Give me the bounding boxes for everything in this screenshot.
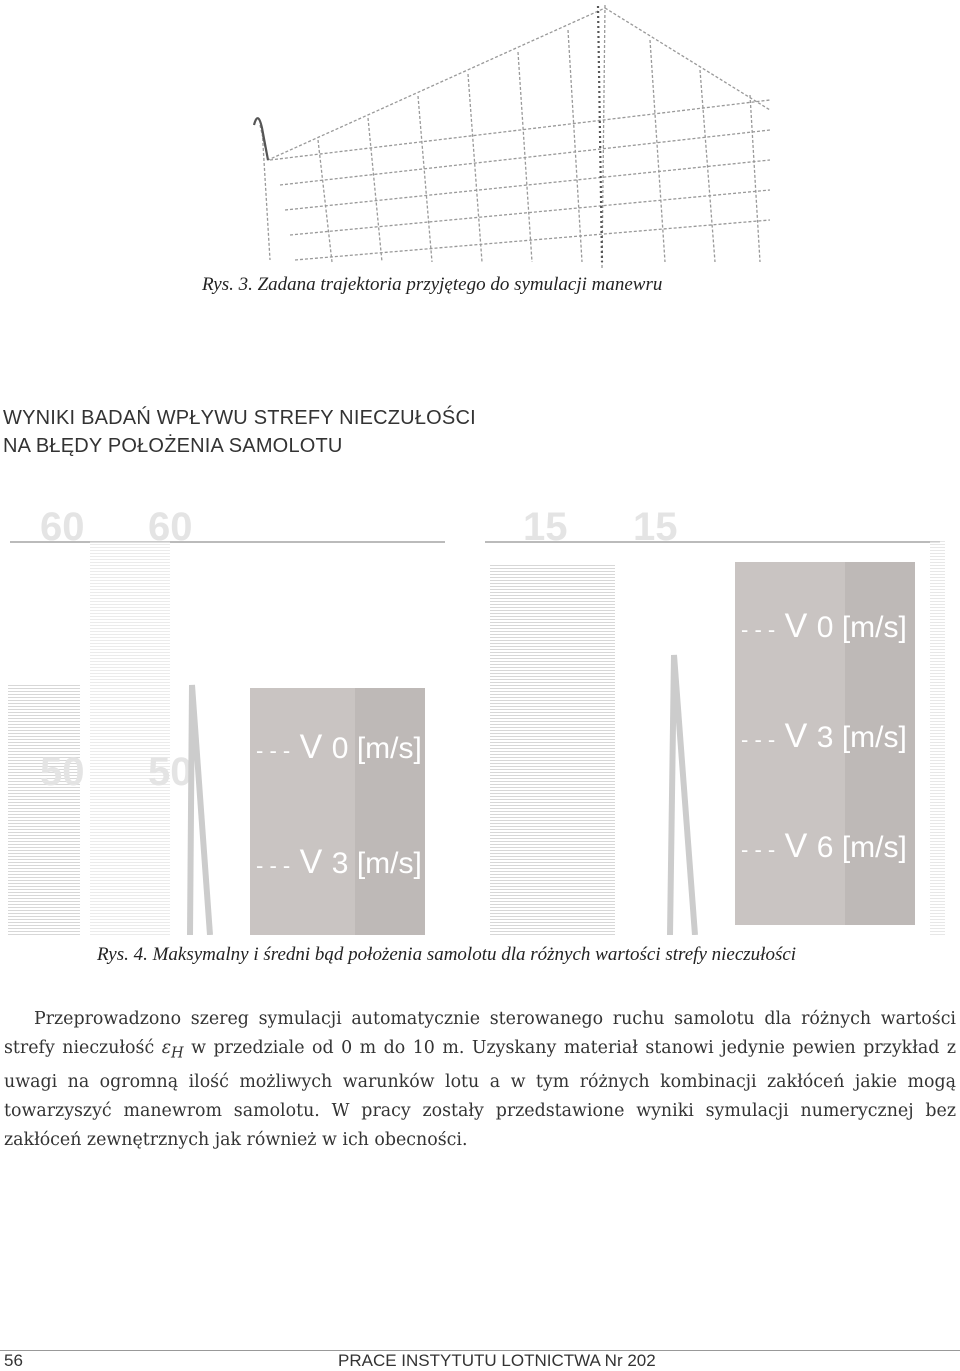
section-title-line-2: NA BŁĘDY POŁOŻENIA SAMOLOTU xyxy=(3,435,343,457)
legend-item: - - - V 0 [m/s] xyxy=(741,607,907,645)
body-text-part-2: w przedziale od 0 m do 10 m. Uzyskany materiał stanowi jedynie pewien przykład z uwagi na ogromną ilość możliwych warunków lotu a w tym różnych kombinacji zakłóceń jakie mogą towarzyszyć manewrom samolotu. W pracy zostały przedstawione wyniki symulacji numerycznej bez zakłóceń zewnętrznych jak również w ich obecności. xyxy=(4,1038,956,1151)
legend-item: - - - V 3 [m/s] xyxy=(741,717,907,755)
y-tick-label: 60 xyxy=(40,505,85,549)
epsilon-subscript: H xyxy=(171,1045,184,1062)
chart-series-line xyxy=(650,645,740,935)
figure-4-left-chart xyxy=(0,505,450,935)
chart-series-line xyxy=(170,675,250,935)
chart-hatched-area xyxy=(930,541,945,935)
page-number: 56 xyxy=(4,1351,23,1370)
figure-4-caption: Rys. 4. Maksymalny i średni bąd położenia samolotu dla różnych wartości strefy nieczułości xyxy=(97,944,797,965)
figure-3-caption: Rys. 3. Zadana trajektoria przyjętego do symulacji manewru xyxy=(202,274,663,295)
legend-symbol: V xyxy=(784,827,808,865)
y-tick-label: 15 xyxy=(523,505,568,549)
legend-item-label: 3 [m/s] xyxy=(816,721,907,754)
legend-symbol: V xyxy=(299,843,323,881)
chart-hatched-area xyxy=(490,565,615,935)
y-tick-label: 15 xyxy=(633,505,678,549)
y-tick-label: 50 xyxy=(40,750,85,794)
figure-4-right-chart xyxy=(485,505,955,935)
chart-hatched-area xyxy=(90,541,170,935)
chart-legend xyxy=(735,562,915,925)
journal-name: PRACE INSTYTUTU LOTNICTWA Nr 202 xyxy=(338,1351,656,1370)
figure-3-trajectory xyxy=(240,0,780,270)
legend-item-label: 3 [m/s] xyxy=(331,847,422,880)
y-tick-label: 60 xyxy=(148,505,193,549)
legend-symbol: V xyxy=(299,728,323,766)
chart-legend xyxy=(250,688,425,935)
chart-hatched-area xyxy=(8,685,80,935)
section-title-line-1: WYNIKI BADAŃ WPŁYWU STREFY NIECZUŁOŚCI xyxy=(3,407,476,429)
legend-item: - - - V 6 [m/s] xyxy=(741,827,907,865)
legend-symbol: V xyxy=(784,717,808,755)
epsilon-char: ε xyxy=(161,1038,172,1058)
legend-item-label: 6 [m/s] xyxy=(816,831,907,864)
section-title xyxy=(3,404,476,460)
legend-item: - - - V 0 [m/s] xyxy=(256,728,422,766)
legend-symbol: V xyxy=(784,607,808,645)
legend-item-label: 0 [m/s] xyxy=(331,732,422,765)
legend-series-swatch xyxy=(355,688,425,935)
y-tick-label: 50 xyxy=(148,750,193,794)
legend-item: - - - V 3 [m/s] xyxy=(256,843,422,881)
trajectory-plot xyxy=(240,0,780,270)
body-text-part-1: Przeprowadzono szereg symulacji automatycznie sterowanego ruchu samolotu dla różnych wartości strefy nieczułość xyxy=(4,1009,956,1058)
trajectory-upper-edge xyxy=(260,8,605,160)
epsilon-symbol xyxy=(161,1038,184,1062)
legend-item-label: 0 [m/s] xyxy=(816,611,907,644)
body-paragraph xyxy=(4,1005,956,1155)
